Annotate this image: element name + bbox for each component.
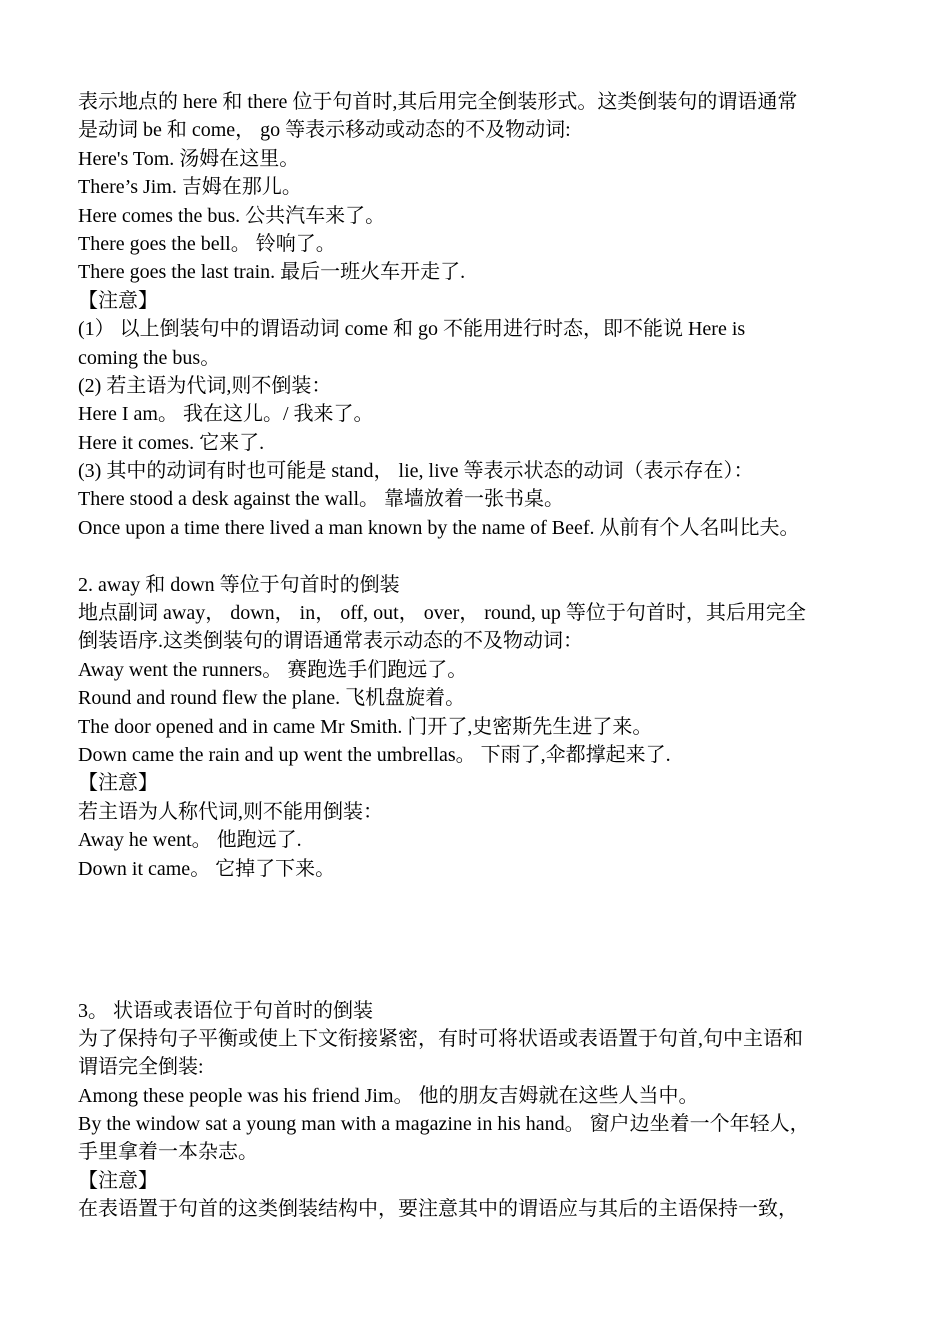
example-line: There’s Jim. 吉姆在那儿。 — [78, 176, 302, 199]
paragraph-line: 倒装语序.这类倒装句的谓语通常表示动态的不及物动词： — [78, 630, 583, 653]
example-line: Among these people was his friend Jim。 他的朋友吉姆就在这些人当中。 — [78, 1084, 699, 1107]
example-line: Down came the rain and up went the umbrellas。 下雨了,伞都撑起来了. — [78, 743, 671, 766]
note-heading: 【注意】 — [78, 289, 158, 312]
example-line: Here it comes. 它来了. — [78, 431, 265, 454]
note-line: 在表语置于句首的这类倒装结构中，要注意其中的谓语应与其后的主语保持一致， — [78, 1198, 798, 1221]
section-heading: 2. away 和 down 等位于句首时的倒装 — [78, 573, 400, 596]
example-line: 手里拿着一本杂志。 — [78, 1141, 258, 1164]
example-line: There goes the bell。 铃响了。 — [78, 232, 336, 255]
note-line: 若主语为人称代词,则不能用倒装： — [78, 800, 383, 823]
example-line: Away he went。 他跑远了. — [78, 829, 302, 852]
paragraph-line: 地点副词 away， down， in， off, out， over， round, up 等位于句首时，其后用完全 — [78, 602, 806, 625]
paragraph-line: 谓语完全倒装: — [78, 1056, 204, 1079]
paragraph-line: 是动词 be 和 come， go 等表示移动或动态的不及物动词: — [78, 119, 571, 142]
note-line: coming the bus。 — [78, 346, 221, 369]
example-line: Here I am。 我在这儿。/ 我来了。 — [78, 403, 374, 426]
example-line: Away went the runners。 赛跑选手们跑远了。 — [78, 658, 468, 681]
note-line: (2) 若主语为代词,则不倒装： — [78, 374, 332, 397]
example-line: Round and round flew the plane. 飞机盘旋着。 — [78, 687, 466, 710]
example-line: Down it came。 它掉了下来。 — [78, 857, 336, 880]
example-line: There goes the last train. 最后一班火车开走了. — [78, 261, 466, 284]
example-line: Once upon a time there lived a man known by the name of Beef. 从前有个人名叫比夫。 — [78, 516, 800, 539]
section-here-there — [78, 88, 878, 542]
example-line: The door opened and in came Mr Smith. 门开了,史密斯先生进了来。 — [78, 715, 653, 738]
example-line: By the window sat a young man with a magazine in his hand。 窗户边坐着一个年轻人， — [78, 1113, 810, 1136]
note-line: (1） 以上倒装句中的谓语动词 come 和 go 不能用进行时态，即不能说 Here is — [78, 318, 746, 341]
paragraph-line: 表示地点的 here 和 there 位于句首时,其后用完全倒装形式。这类倒装句的谓语通常 — [78, 91, 798, 113]
note-line: (3) 其中的动词有时也可能是 stand， lie, live 等表示状态的动词（表示存在）： — [78, 460, 754, 483]
section-away-down — [78, 571, 878, 883]
section-adverbial-predicative — [78, 997, 878, 1224]
paragraph-line: 为了保持句子平衡或使上下文衔接紧密，有时可将状语或表语置于句首,句中主语和 — [78, 1027, 803, 1050]
document-page — [78, 88, 878, 1224]
section-heading: 3。 状语或表语位于句首时的倒装 — [78, 999, 373, 1022]
note-heading: 【注意】 — [78, 772, 158, 795]
page-gap — [78, 883, 878, 997]
note-heading: 【注意】 — [78, 1169, 158, 1192]
example-line: Here's Tom. 汤姆在这里。 — [78, 147, 300, 170]
blank-line — [78, 542, 878, 570]
example-line: Here comes the bus. 公共汽车来了。 — [78, 204, 386, 227]
example-line: There stood a desk against the wall。 靠墙放着一张书桌。 — [78, 488, 565, 511]
